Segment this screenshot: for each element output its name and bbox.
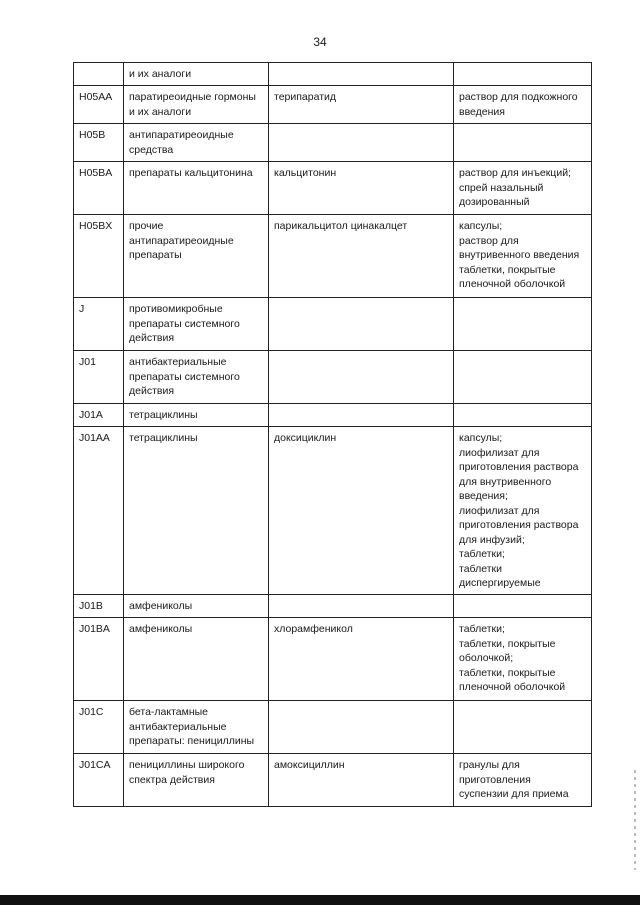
drug-name-cell-text: кальцитонин — [274, 167, 337, 179]
anatomical-group-cell — [124, 701, 269, 754]
anatomical-group-cell-text: и их аналоги — [129, 68, 192, 80]
dosage-form-cell — [454, 298, 592, 351]
atc-code-cell — [74, 404, 124, 427]
atc-code-cell-text: J01 — [79, 356, 96, 368]
dosage-form-cell — [454, 215, 592, 298]
page-number: 34 — [313, 35, 327, 49]
table-row — [74, 595, 592, 618]
drug-name-cell — [269, 298, 454, 351]
anatomical-group-cell-text: антипаратиреоидные средства — [129, 129, 234, 156]
atc-code-cell-text: H05AA — [79, 91, 113, 103]
drug-name-cell — [269, 404, 454, 427]
atc-code-cell-text: J — [79, 303, 85, 315]
anatomical-group-cell — [124, 351, 269, 404]
anatomical-group-cell-text: амфениколы — [129, 623, 193, 635]
drug-name-cell — [269, 427, 454, 595]
scan-edge-mark — [634, 770, 636, 870]
scan-bottom-bar — [0, 895, 640, 905]
table-row — [74, 701, 592, 754]
atc-code-cell-text: J01AA — [79, 432, 110, 444]
anatomical-group-cell — [124, 595, 269, 618]
atc-code-cell-text: J01B — [79, 600, 103, 612]
anatomical-group-cell — [124, 427, 269, 595]
dosage-form-cell — [454, 351, 592, 404]
table-row — [74, 162, 592, 215]
atc-code-cell — [74, 618, 124, 701]
drug-name-cell — [269, 618, 454, 701]
anatomical-group-cell-text: противомикробные препараты системного действия — [129, 303, 240, 344]
anatomical-group-cell — [124, 63, 269, 86]
dosage-form-cell-text: раствор для инъекций; спрей назальный дозированный — [459, 167, 571, 208]
anatomical-group-cell-text: амфениколы — [129, 600, 193, 612]
dosage-form-cell-text: капсулы; лиофилизат для приготовления раствора для внутривенного введения; лиофилизат для приготовления раствора для инфузий; таблетки; таблетки диспергируемые — [459, 432, 579, 589]
table-row — [74, 404, 592, 427]
table-row — [74, 754, 592, 807]
anatomical-group-cell — [124, 754, 269, 807]
table-row — [74, 427, 592, 595]
drug-name-cell — [269, 124, 454, 162]
anatomical-group-cell — [124, 162, 269, 215]
atc-code-cell — [74, 124, 124, 162]
anatomical-group-cell — [124, 215, 269, 298]
dosage-form-cell — [454, 618, 592, 701]
drug-name-cell — [269, 162, 454, 215]
drug-name-cell — [269, 754, 454, 807]
anatomical-group-cell — [124, 298, 269, 351]
table-row — [74, 351, 592, 404]
dosage-form-cell — [454, 86, 592, 124]
anatomical-group-cell-text: прочие антипаратиреоидные препараты — [129, 220, 234, 261]
drug-name-cell-text: доксициклин — [274, 432, 337, 444]
dosage-form-cell — [454, 124, 592, 162]
dosage-form-cell-text: капсулы; раствор для внутривенного введения таблетки, покрытые пленочной оболочкой — [459, 220, 580, 290]
anatomical-group-cell-text: тетрациклины — [129, 409, 198, 421]
dosage-form-cell-text: гранулы для приготовления суспензии для приема — [459, 759, 569, 800]
anatomical-group-cell — [124, 124, 269, 162]
atc-code-cell — [74, 701, 124, 754]
atc-code-cell — [74, 427, 124, 595]
anatomical-group-cell — [124, 618, 269, 701]
anatomical-group-cell-text: препараты кальцитонина — [129, 167, 253, 179]
drug-name-cell — [269, 351, 454, 404]
table-body — [74, 63, 592, 807]
drug-name-cell-text: парикальцитол цинакалцет — [274, 220, 408, 232]
anatomical-group-cell — [124, 404, 269, 427]
dosage-form-cell — [454, 404, 592, 427]
atc-code-cell — [74, 595, 124, 618]
atc-code-cell — [74, 63, 124, 86]
atc-code-cell — [74, 754, 124, 807]
atc-code-cell — [74, 162, 124, 215]
table-row — [74, 215, 592, 298]
atc-code-cell-text: H05BX — [79, 220, 113, 232]
drug-name-cell-text: терипаратид — [274, 91, 337, 103]
drug-name-cell — [269, 215, 454, 298]
dosage-form-cell-text: таблетки; таблетки, покрытые оболочкой; таблетки, покрытые пленочной оболочкой — [459, 623, 566, 693]
atc-code-cell-text: J01BA — [79, 623, 110, 635]
drug-name-cell — [269, 595, 454, 618]
drug-name-cell — [269, 63, 454, 86]
atc-code-cell-text: J01A — [79, 409, 103, 421]
drug-name-cell-text: амоксициллин — [274, 759, 345, 771]
table-row — [74, 63, 592, 86]
anatomical-group-cell — [124, 86, 269, 124]
anatomical-group-cell-text: бета-лактамные антибактериальные препараты: пенициллины — [129, 706, 255, 747]
atc-code-cell — [74, 298, 124, 351]
drug-table — [73, 62, 592, 807]
anatomical-group-cell-text: паратиреоидные гормоны и их аналоги — [129, 91, 256, 118]
dosage-form-cell — [454, 701, 592, 754]
table-row — [74, 298, 592, 351]
table-row — [74, 86, 592, 124]
atc-code-cell — [74, 351, 124, 404]
drug-name-cell — [269, 701, 454, 754]
atc-code-cell — [74, 86, 124, 124]
dosage-form-cell — [454, 162, 592, 215]
anatomical-group-cell-text: антибактериальные препараты системного действия — [129, 356, 240, 397]
dosage-form-cell-text: раствор для подкожного введения — [459, 91, 578, 118]
atc-code-cell-text: H05B — [79, 129, 106, 141]
drug-name-cell — [269, 86, 454, 124]
table-row — [74, 618, 592, 701]
atc-code-cell-text: J01C — [79, 706, 104, 718]
dosage-form-cell — [454, 754, 592, 807]
anatomical-group-cell-text: пенициллины широкого спектра действия — [129, 759, 245, 786]
atc-code-cell — [74, 215, 124, 298]
dosage-form-cell — [454, 595, 592, 618]
dosage-form-cell — [454, 63, 592, 86]
atc-code-cell-text: J01CA — [79, 759, 111, 771]
dosage-form-cell — [454, 427, 592, 595]
anatomical-group-cell-text: тетрациклины — [129, 432, 198, 444]
atc-code-cell-text: H05BA — [79, 167, 113, 179]
table-row — [74, 124, 592, 162]
drug-name-cell-text: хлорамфеникол — [274, 623, 353, 635]
